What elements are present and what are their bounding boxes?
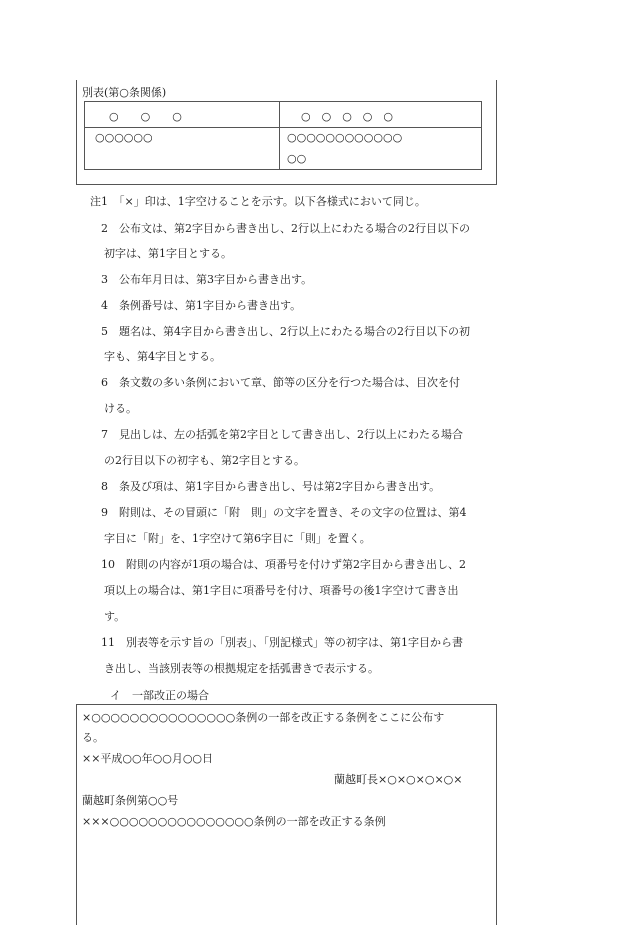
note-7-line2: の2行目以下の初字も、第2字目とする。 xyxy=(104,454,305,467)
note-10-line3: す。 xyxy=(104,610,126,623)
table-caption: 別表(第○条関係) xyxy=(82,86,167,99)
example-line-2: る。 xyxy=(82,731,104,744)
note-5-line2: 字も、第4字目とする。 xyxy=(104,350,221,363)
example-title: ×××○○○○○○○○○○○○○○○条例の一部を改正する条例 xyxy=(82,815,386,828)
note-10-line1: 10 附則の内容が1項の場合は、項番号を付けず第2字目から書き出し、2 xyxy=(101,558,466,571)
note-6-line1: 6 条文数の多い条例において章、節等の区分を行つた場合は、目次を付 xyxy=(101,376,460,389)
table-cell-left: ○○○○○○ xyxy=(95,131,153,144)
note-11-line1: 11 別表等を示す旨の「別表」、「別記様式」等の初字は、第1字目から書 xyxy=(101,636,463,649)
example-ordinance-number: 蘭越町条例第○○号 xyxy=(82,794,179,807)
example-mayor: 蘭越町長×○×○×○×○× xyxy=(334,773,463,786)
table-header-left: ○ ○ ○ xyxy=(109,110,182,123)
note-3: 3 公布年月日は、第3字目から書き出す。 xyxy=(101,273,313,286)
note-9-line2: 字目に「附」を、1字空けて第6字目に「則」を置く。 xyxy=(104,532,371,545)
note-11-line2: き出し、当該別表等の根拠規定を括弧書きで表示する。 xyxy=(104,662,379,675)
note-1: 注1 「×」印は、1字空けることを示す。以下各様式において同じ。 xyxy=(90,195,426,208)
note-7-line1: 7 見出しは、左の括弧を第2字目として書き出し、2行以上にわたる場合 xyxy=(101,428,463,441)
note-4: 4 条例番号は、第1字目から書き出す。 xyxy=(101,299,302,312)
note-5-line1: 5 題名は、第4字目から書き出し、2行以上にわたる場合の2行目以下の初 xyxy=(101,325,470,338)
note-6-line2: ける。 xyxy=(104,402,137,415)
table-column-divider xyxy=(279,102,280,169)
note-8: 8 条及び項は、第1字目から書き出し、号は第2字目から書き出す。 xyxy=(101,480,441,493)
note-2-line1: 2 公布文は、第2字目から書き出し、2行以上にわたる場合の2行目以下の xyxy=(101,222,470,235)
table-cell-right-line2: ○○ xyxy=(287,152,307,165)
example-line-1: ×○○○○○○○○○○○○○○○条例の一部を改正する条例をここに公布す xyxy=(82,711,445,724)
section-heading: イ 一部改正の場合 xyxy=(110,689,209,702)
example-date: ××平成○○年○○月○○日 xyxy=(82,752,214,765)
table-cell-right-line1: ○○○○○○○○○○○○ xyxy=(287,131,403,144)
table-row-divider xyxy=(85,127,481,128)
table-header-right: ○ ○ ○ ○ ○ xyxy=(301,110,393,123)
annex-table xyxy=(84,101,482,170)
note-9-line1: 9 附則は、その冒頭に「附 則」の文字を置き、その文字の位置は、第4 xyxy=(101,506,467,519)
note-2-line2: 初字は、第1字目とする。 xyxy=(104,247,232,260)
note-10-line2: 項以上の場合は、第1字目に項番号を付け、項番号の後1字空けて書き出 xyxy=(104,584,459,597)
